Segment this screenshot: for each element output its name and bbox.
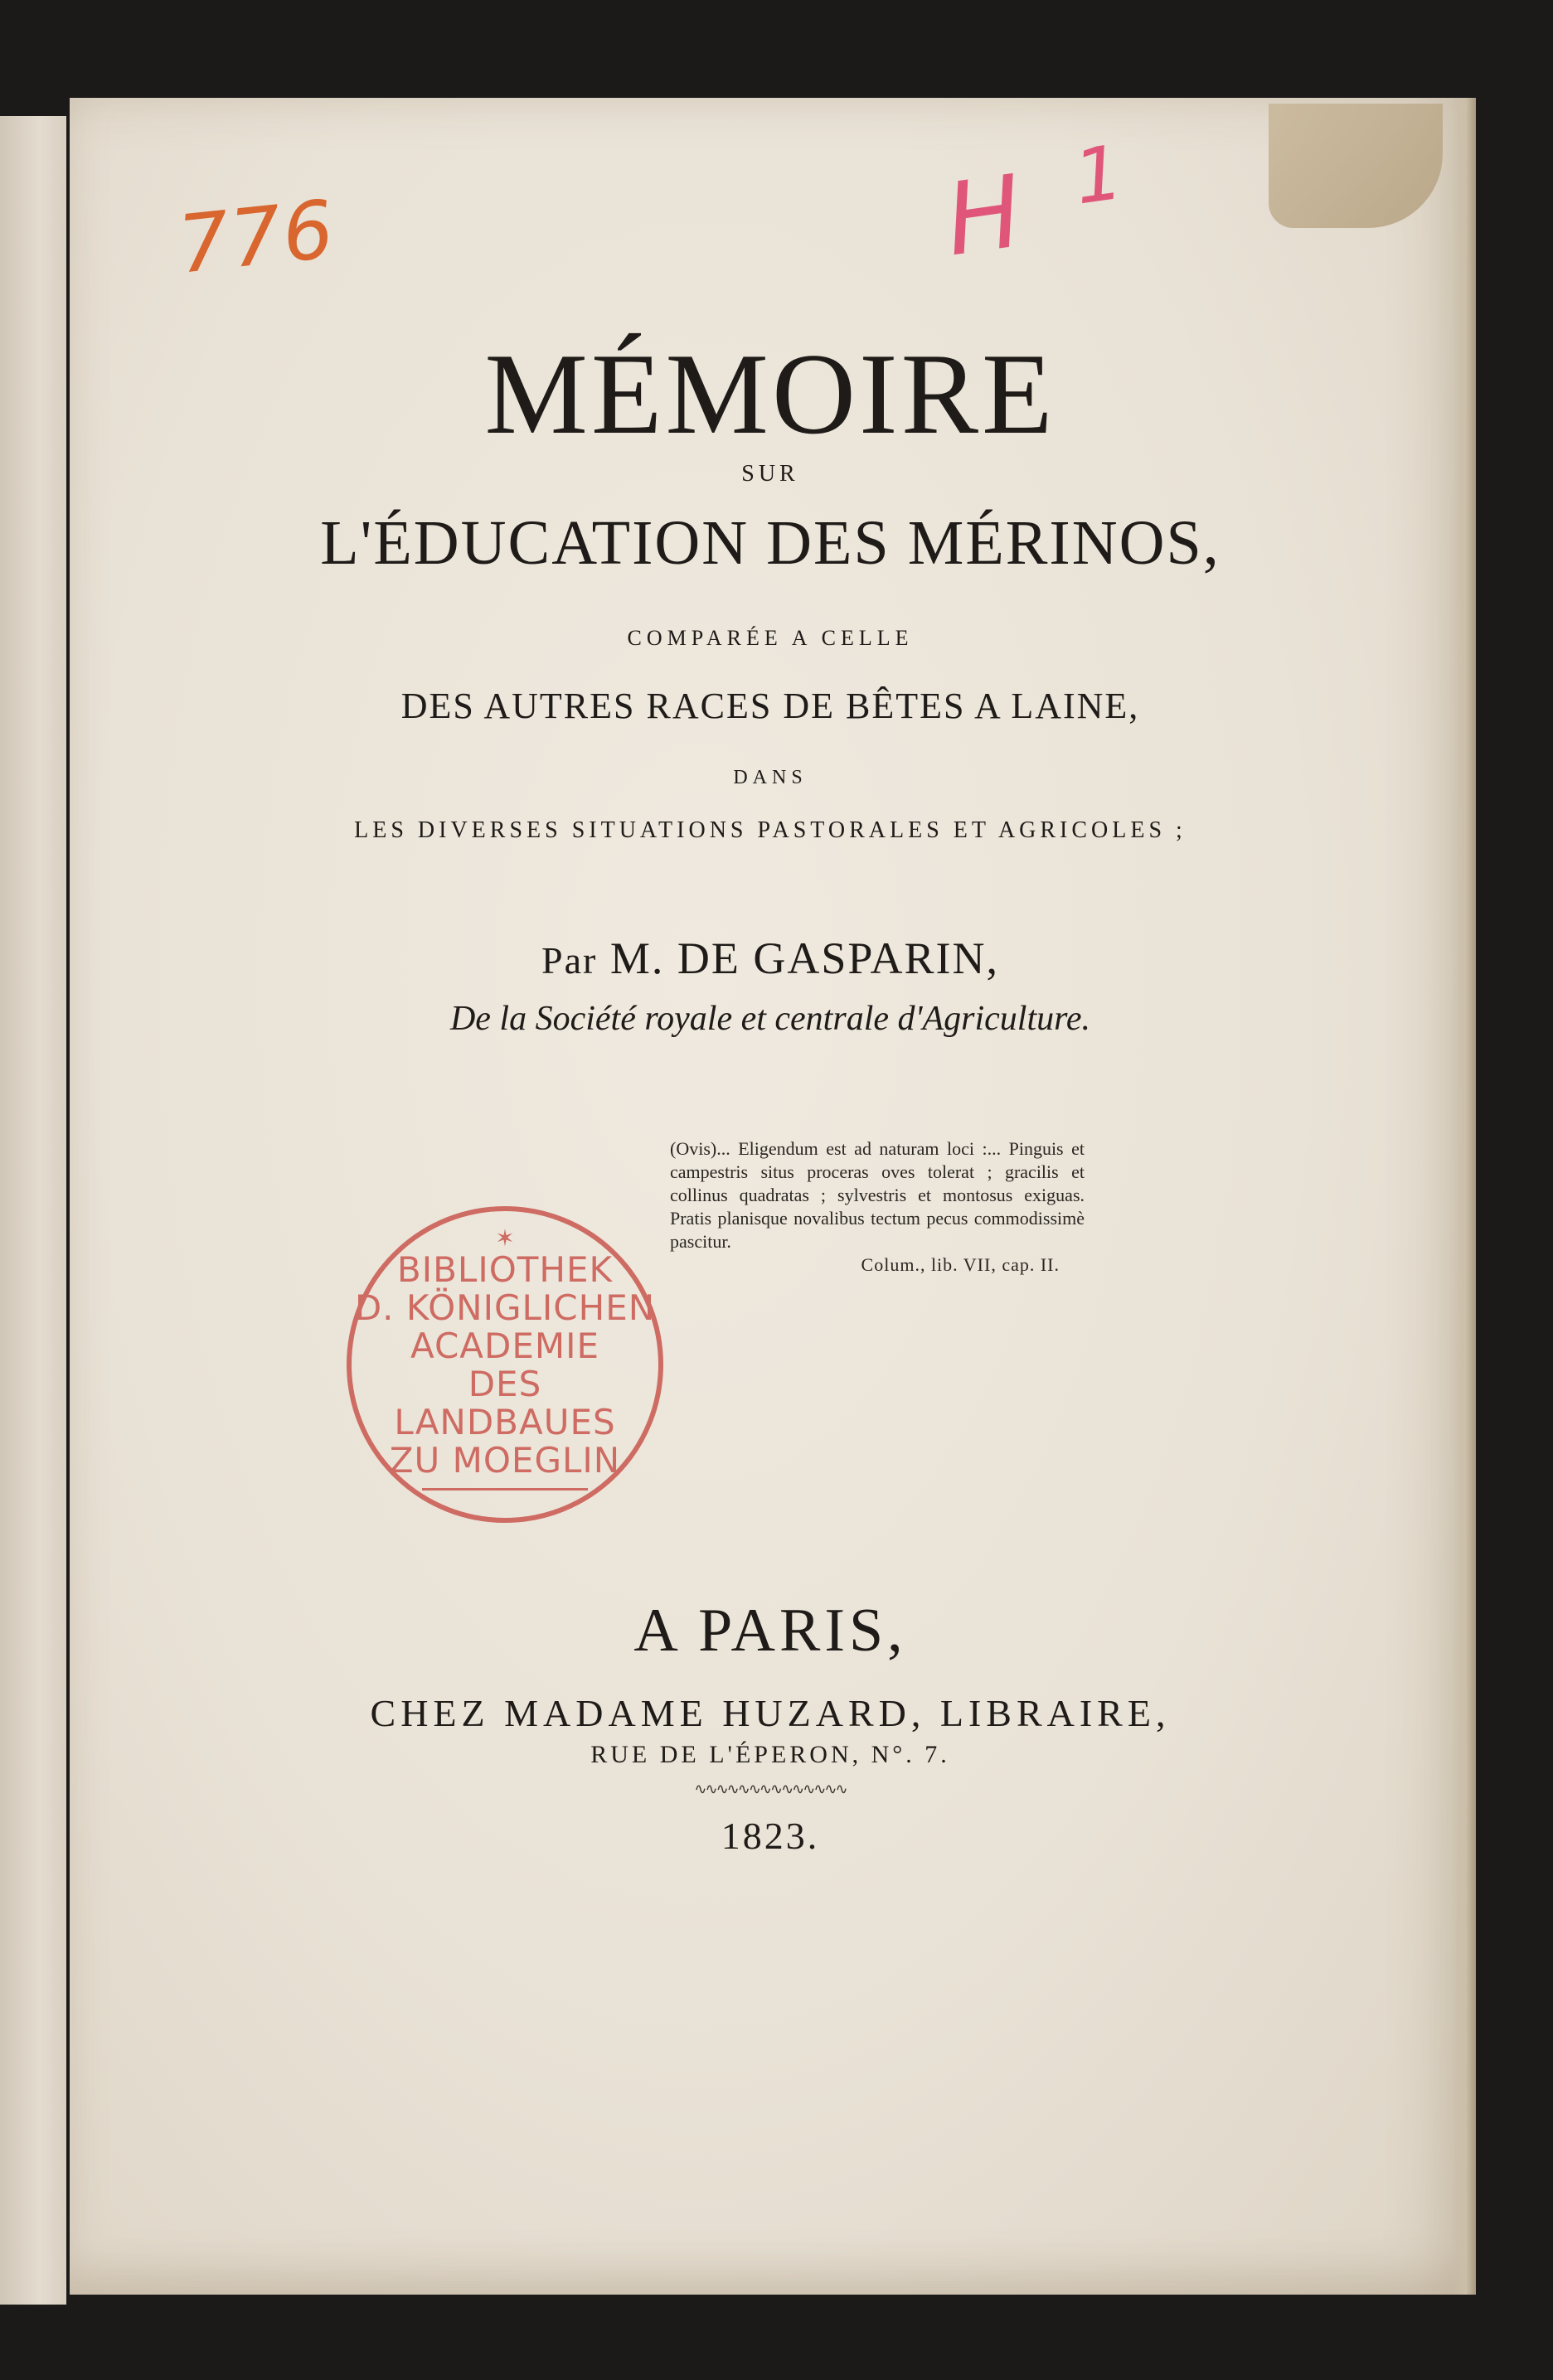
- book-subject: L'ÉDUCATION DES MÉRINOS,: [320, 508, 1221, 578]
- subtitle-dans: DANS: [733, 767, 808, 788]
- shelf-mark-letter: H: [939, 154, 1029, 279]
- library-stamp: [347, 1206, 663, 1523]
- stamp-line-3: ACADEMIE: [410, 1326, 600, 1366]
- stamp-line-5: ZU MOEGLIN: [389, 1440, 621, 1481]
- stamp-line-2: D. KÖNIGLICHEN: [354, 1287, 656, 1328]
- shelf-mark-number: 1: [1069, 128, 1128, 222]
- folded-corner: [1269, 104, 1443, 228]
- imprint-street: RUE DE L'ÉPERON, N°. 7.: [590, 1741, 950, 1768]
- imprint-year: 1823.: [721, 1815, 820, 1857]
- subtitle-races: DES AUTRES RACES DE BÊTES A LAINE,: [400, 686, 1140, 726]
- imprint-city: A PARIS,: [633, 1597, 907, 1665]
- stamp-line-4: DES LANDBAUES: [394, 1364, 616, 1442]
- stamp-line-1: BIBLIOTHEK: [396, 1249, 614, 1290]
- stamp-underline: [422, 1488, 588, 1491]
- subtitle-situations: LES DIVERSES SITUATIONS PASTORALES ET AGRICOLES ;: [354, 817, 1187, 843]
- handwritten-shelf-number: 776: [173, 182, 340, 292]
- author-par: Par: [541, 939, 598, 982]
- title-connector-sur: SUR: [741, 461, 799, 487]
- book-title: MÉMOIRE: [484, 330, 1056, 458]
- imprint-ornament: ∿∿∿∿∿∿∿∿∿∿∿∿∿∿: [694, 1781, 847, 1797]
- subtitle-compared: COMPARÉE A CELLE: [627, 626, 914, 650]
- author-affiliation: De la Société royale et centrale d'Agriculture.: [449, 1000, 1091, 1038]
- epigraph-text: (Ovis)... Eligendum est ad naturam loci :... Pinguis et campestris situs proceras oves tolerat ; gracilis et collinus quadratas ; sylvestris et montosus exiguas. Pratis planisque novalibus tectum pecus commodissimè pascitur.: [670, 1138, 1085, 1252]
- epigraph-citation: Colum., lib. VII, cap. II.: [861, 1254, 1060, 1275]
- handwritten-shelf-mark: [937, 129, 1133, 279]
- author-line: [70, 933, 1471, 984]
- book-gutter: [0, 116, 66, 2305]
- imprint-publisher: CHEZ MADAME HUZARD, LIBRAIRE,: [370, 1692, 1171, 1734]
- author-name: M. DE GASPARIN,: [609, 933, 999, 983]
- stamp-star-icon: ✶: [495, 1224, 515, 1252]
- epigraph: [670, 1137, 1085, 1277]
